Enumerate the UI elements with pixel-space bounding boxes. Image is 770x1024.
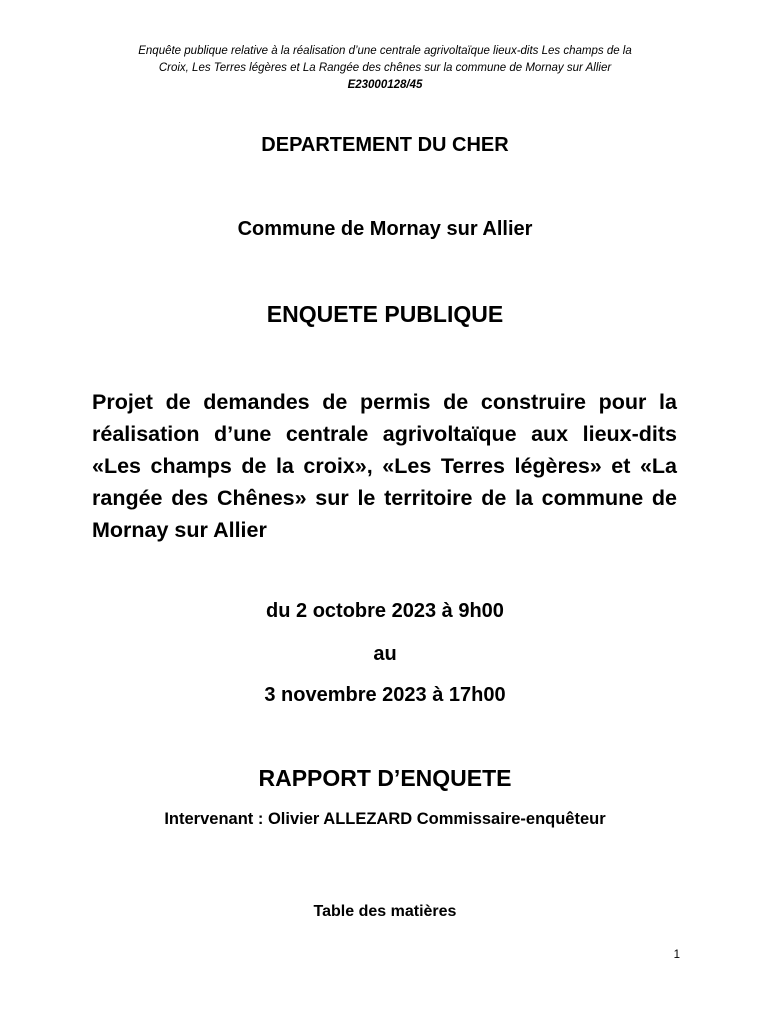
date-connector: au xyxy=(373,643,397,665)
toc-heading: Table des matières xyxy=(313,903,457,920)
header-line-2: Croix, Les Terres légères et La Rangée des chênes sur la commune de Mornay sur Allier xyxy=(158,62,612,74)
date-start: du 2 octobre 2023 à 9h00 xyxy=(266,600,504,622)
intervenant-line: Intervenant : Olivier ALLEZARD Commissaire-enquêteur xyxy=(164,810,606,828)
department-title: DEPARTEMENT DU CHER xyxy=(261,134,509,156)
header-reference: E23000128/45 xyxy=(347,79,423,91)
project-description: Projet de demandes de permis de construire pour la réalisation d’une centrale agrivoltaïque aux lieux-dits «Les champs de la croix», «Les Terres légères» et «La rangée des Chênes» sur le territoire de la commune de Mornay sur Allier xyxy=(92,390,677,542)
page-number: 1 xyxy=(673,949,680,961)
report-title: RAPPORT D’ENQUETE xyxy=(258,765,512,791)
running-header xyxy=(90,43,680,94)
commune-title: Commune de Mornay sur Allier xyxy=(237,218,533,240)
date-end: 3 novembre 2023 à 17h00 xyxy=(264,684,506,706)
header-line-1: Enquête publique relative à la réalisation d’une centrale agrivoltaïque lieux-dits Les champs de la xyxy=(138,45,632,57)
inquiry-title: ENQUETE PUBLIQUE xyxy=(266,301,504,327)
